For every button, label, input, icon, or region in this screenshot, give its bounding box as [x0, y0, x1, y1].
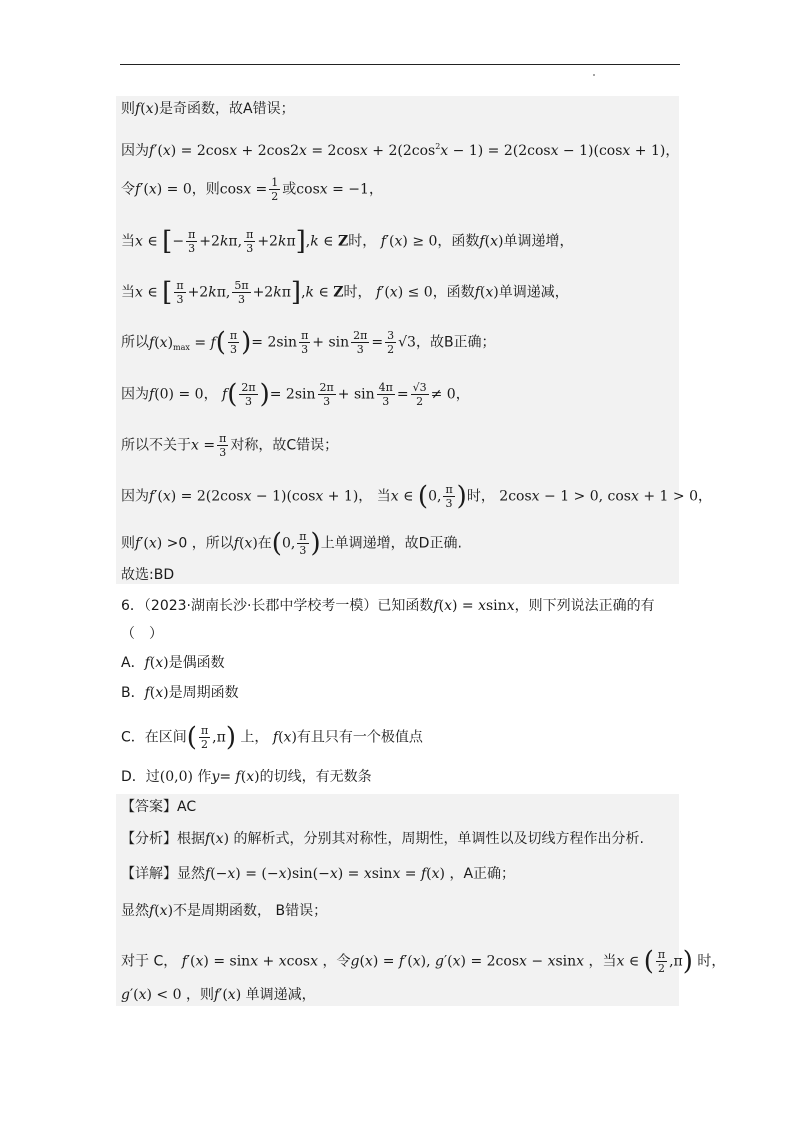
option-c: C．在区间( $\frac{\pi}{2}$ ,π) 上， f(x)有且只有一个极值点 — [121, 722, 423, 753]
solution-line-11: 故选:BD — [121, 567, 175, 583]
solution-line-10: 则f′(x) >0 ，所以f(x)在(0, $\frac{\pi}{3}$ )上单调递增，故D正确. — [121, 528, 462, 559]
solution-line-5: 当x ∈ [ $\frac{\pi}{3}$ +2kπ, $\frac{5\pi}{3}$ +2kπ],k ∈ Z时， f′(x) ≤ 0，函数f(x)单调递减， — [121, 277, 569, 308]
detail-line-3: 对于 C， f′(x) = sinx + xcosx ，令g(x) = f′(x), g′(x) = 2cosx − xsinx ，当x ∈ ( $\frac{\pi}{2}$ ,π) 时， — [121, 946, 726, 977]
option-a: A．f(x)是偶函数 — [121, 655, 225, 671]
option-d: D．过(0,0) 作y= f(x)的切线，有无数条 — [121, 769, 372, 785]
solution-line-2: 因为$f'(x) = 2\cos x + 2\cos 2x = 2\cos x + 2(2\cos^2x - 1) = 2(2\cos x - 1)(\cos x + 1)$， — [121, 142, 680, 159]
header-dot — [593, 74, 595, 76]
detail-line-1: 【详解】显然f(−x) = (−x)sin(−x) = xsinx = f(x) ，A正确； — [121, 866, 516, 882]
solution-line-3: 令f′(x) = 0，则cosx = $\frac{1}{2}$ 或cosx = −1， — [121, 176, 383, 203]
detail-line-2: 显然f(x)不是周期函数， B错误； — [121, 903, 328, 919]
answer-line: 【答案】AC — [121, 799, 197, 815]
question-6-stem: 6．（2023·湖南长沙·长郡中学校考一模）已知函数f(x) = xsinx，则下列说法正确的有 — [121, 598, 655, 614]
solution-line-9: 因为f′(x) = 2(2cosx − 1)(cosx + 1)， 当x ∈ (0, $\frac{\pi}{3}$ )时， 2cosx − 1 > 0, cosx + 1 > 0， — [121, 481, 712, 512]
solution-line-7: 因为f(0) = 0， f( $\frac{2\pi}{3}$ )= 2sin $\frac{2\pi}{3}$ + sin $\frac{4\pi}{3}$ = $\frac{√3}{2}$ ≠ 0， — [121, 379, 470, 410]
solution-line-4: 当x ∈ [− $\frac{\pi}{3}$ +2kπ, $\frac{\pi}{3}$ +2kπ],k ∈ Z时， f′(x) ≥ 0，函数f(x)单调递增， — [121, 226, 574, 257]
detail-line-4: g′(x) < 0 ，则f′(x) 单调递减， — [121, 987, 316, 1003]
solution-line-6: 所以$f(x)_{max} = f$( $\frac{\pi}{3}$ )= 2sin $\frac{\pi}{3}$ + sin $\frac{2\pi}{3}$ = $\frac{3}{2}$ √3，故B正确； — [121, 327, 496, 358]
analysis-line: 【分析】根据f(x) 的解析式，分别其对称性，周期性，单调性以及切线方程作出分析. — [121, 831, 644, 847]
option-b: B．f(x)是周期函数 — [121, 685, 239, 701]
question-6-blank: （ ） — [121, 626, 163, 642]
solution-line-1: 则f(x)是奇函数，故A错误； — [121, 101, 295, 117]
solution-line-8: 所以不关于x = $\frac{\pi}{3}$ 对称，故C错误； — [121, 432, 339, 459]
header-rule — [120, 64, 680, 65]
